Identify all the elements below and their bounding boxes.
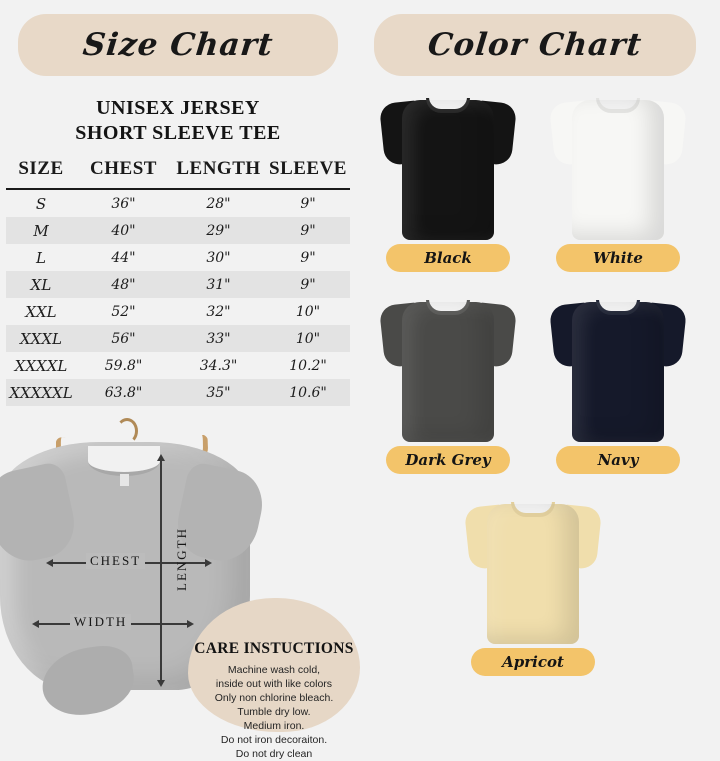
length-arrow-up-icon: [157, 454, 165, 461]
table-row: [6, 217, 350, 244]
care-instructions-line: Tumble dry low.: [237, 706, 311, 718]
cell-size: M: [6, 217, 76, 244]
grey-shirt-neckline: [88, 446, 160, 476]
cell-sleeve: 10.6": [266, 379, 350, 406]
size-chart-banner: [18, 14, 338, 76]
tshirt-shading: [402, 100, 494, 240]
care-instructions: [186, 640, 362, 761]
cell-size: XXXXL: [14, 356, 68, 375]
tshirt-shading: [572, 100, 664, 240]
chest-measure-label: CHEST: [86, 553, 145, 569]
cell-chest: 36": [111, 195, 136, 212]
tshirt-icon: [552, 94, 684, 240]
length-measure-label: LENGTH: [174, 527, 189, 591]
color-name: White: [593, 249, 643, 267]
cell-length: 28": [206, 195, 231, 212]
column-header-sleeve: SLEEVE: [266, 154, 350, 189]
tshirt-shading: [402, 302, 494, 442]
size-chart-title: Size Chart: [80, 27, 276, 63]
cell-chest: 52": [111, 303, 136, 320]
product-title: [0, 96, 356, 146]
table-row: [6, 325, 350, 352]
care-instructions-line: Medium iron.: [243, 720, 305, 732]
cell-sleeve: 10.2": [289, 357, 327, 374]
color-name: Navy: [597, 451, 639, 469]
cell-length: 35": [171, 379, 266, 406]
cell-length: 33": [171, 325, 266, 352]
measurement-illustration: [0, 416, 356, 760]
care-instructions-line: inside out with like colors: [215, 678, 333, 690]
cell-sleeve: 9": [266, 217, 350, 244]
color-swatch-black[interactable]: [368, 94, 528, 280]
grey-shirt-tag: [120, 474, 129, 486]
color-name: Apricot: [502, 653, 564, 671]
size-table: [6, 154, 350, 406]
cell-size: XXL: [25, 302, 57, 321]
table-row: [6, 298, 350, 325]
column-header-length: LENGTH: [171, 154, 266, 189]
cell-sleeve: 10": [266, 325, 350, 352]
size-chart-column: [0, 86, 356, 760]
color-chart-banner: [374, 14, 696, 76]
length-measure-line: [160, 460, 162, 682]
color-chart-title: Color Chart: [426, 27, 644, 63]
care-instructions-line: Machine wash cold,: [227, 664, 321, 676]
cell-length: 31": [171, 271, 266, 298]
cell-length: 32": [206, 303, 231, 320]
cell-sleeve: 9": [300, 249, 316, 266]
color-swatch-dark-grey[interactable]: [368, 296, 528, 482]
tshirt-icon: [552, 296, 684, 442]
color-label-pill: [556, 244, 680, 272]
cell-chest: 56": [76, 325, 171, 352]
cell-size: XL: [6, 271, 76, 298]
table-row: [6, 244, 350, 271]
care-instructions-line: Do not iron decoraiton.: [220, 734, 328, 746]
color-name: Dark Grey: [405, 451, 491, 469]
cell-chest: 63.8": [76, 379, 171, 406]
cell-size: XXXL: [6, 325, 76, 352]
cell-chest: 40": [76, 217, 171, 244]
cell-chest: 44": [111, 249, 136, 266]
cell-sleeve: 9": [266, 271, 350, 298]
table-row: [6, 352, 350, 379]
cell-length: 34.3": [199, 357, 238, 374]
cell-length: 29": [171, 217, 266, 244]
chest-arrow-left-icon: [46, 559, 53, 567]
column-header-chest: CHEST: [76, 154, 171, 189]
product-title-line1: UNISEX JERSEY: [96, 97, 260, 119]
table-row: [6, 379, 350, 406]
column-header-size: SIZE: [6, 154, 76, 189]
color-label-pill: [386, 446, 510, 474]
width-arrow-right-icon: [187, 620, 194, 628]
table-header-row: [6, 154, 350, 189]
cell-sleeve: 9": [300, 195, 316, 212]
product-title-line2: SHORT SLEEVE TEE: [75, 122, 281, 144]
color-swatch-navy[interactable]: [538, 296, 698, 482]
tshirt-shading: [572, 302, 664, 442]
cell-chest: 48": [76, 271, 171, 298]
care-instructions-line: Only non chlorine bleach.: [214, 692, 334, 704]
length-arrow-down-icon: [157, 680, 165, 687]
tshirt-shading: [487, 504, 579, 644]
color-swatch-apricot[interactable]: [453, 498, 613, 684]
cell-sleeve: 10": [295, 303, 321, 320]
tshirt-icon: [467, 498, 599, 644]
width-measure-label: WIDTH: [70, 614, 131, 630]
care-instructions-title: CARE INSTUCTIONS: [194, 640, 354, 657]
tshirt-icon: [382, 94, 514, 240]
chest-arrow-right-icon: [205, 559, 212, 567]
color-label-pill: [556, 446, 680, 474]
cell-length: 30": [206, 249, 231, 266]
cell-size: L: [36, 248, 46, 267]
tshirt-icon: [382, 296, 514, 442]
color-chart-column: [356, 86, 720, 720]
table-row: [6, 271, 350, 298]
cell-chest: 59.8": [104, 357, 143, 374]
color-label-pill: [471, 648, 595, 676]
color-swatch-white[interactable]: [538, 94, 698, 280]
color-name: Black: [424, 249, 472, 267]
cell-size: S: [35, 194, 47, 213]
cell-size: XXXXXL: [6, 379, 76, 406]
table-row: [6, 189, 350, 217]
color-label-pill: [386, 244, 510, 272]
care-instructions-line: Do not dry clean: [235, 748, 313, 760]
width-arrow-left-icon: [32, 620, 39, 628]
